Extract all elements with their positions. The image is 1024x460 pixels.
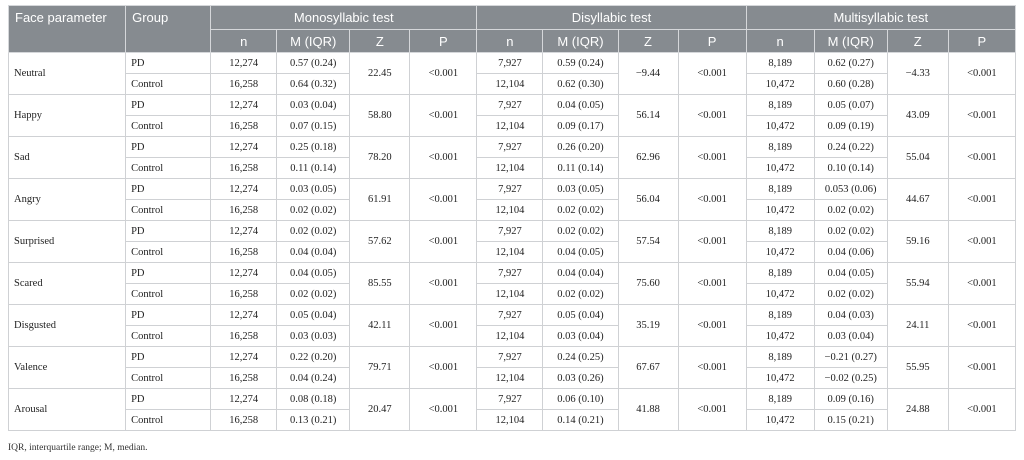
p-cell: <0.001 (410, 137, 477, 179)
n-cell: 12,274 (211, 305, 277, 326)
p-cell: <0.001 (410, 179, 477, 221)
median-iqr-cell: 0.02 (0.02) (543, 284, 618, 305)
median-iqr-cell: 0.08 (0.18) (277, 389, 350, 410)
z-cell: 67.67 (618, 347, 678, 389)
group-cell-control: Control (126, 242, 211, 263)
z-cell: 55.04 (887, 137, 948, 179)
group-cell-pd: PD (126, 347, 211, 368)
p-cell: <0.001 (948, 95, 1015, 137)
subheader-m-iqr: M (IQR) (543, 30, 618, 53)
median-iqr-cell: 0.03 (0.04) (814, 326, 887, 347)
group-cell-control: Control (126, 74, 211, 95)
n-cell: 16,258 (211, 410, 277, 431)
table-row (9, 179, 1016, 200)
subheader-z: Z (350, 30, 410, 53)
median-iqr-cell: 0.04 (0.06) (814, 242, 887, 263)
n-cell: 12,104 (477, 158, 543, 179)
n-cell: 16,258 (211, 368, 277, 389)
median-iqr-cell: 0.03 (0.05) (543, 179, 618, 200)
z-cell: 58.80 (350, 95, 410, 137)
table-row (9, 200, 1016, 221)
table-row (9, 284, 1016, 305)
p-cell: <0.001 (948, 305, 1015, 347)
face-parameter-cell: Neutral (9, 53, 126, 95)
n-cell: 10,472 (746, 410, 814, 431)
group-cell-pd: PD (126, 137, 211, 158)
table-row (9, 389, 1016, 410)
p-cell: <0.001 (410, 305, 477, 347)
n-cell: 16,258 (211, 74, 277, 95)
median-iqr-cell: 0.02 (0.02) (543, 221, 618, 242)
p-cell: <0.001 (948, 221, 1015, 263)
n-cell: 12,274 (211, 137, 277, 158)
p-cell: <0.001 (678, 389, 746, 431)
table-row (9, 221, 1016, 242)
z-cell: −9.44 (618, 53, 678, 95)
median-iqr-cell: 0.59 (0.24) (543, 53, 618, 74)
n-cell: 8,189 (746, 179, 814, 200)
n-cell: 16,258 (211, 200, 277, 221)
n-cell: 7,927 (477, 221, 543, 242)
n-cell: 12,104 (477, 326, 543, 347)
median-iqr-cell: 0.25 (0.18) (277, 137, 350, 158)
z-cell: 41.88 (618, 389, 678, 431)
subheader-n: n (746, 30, 814, 53)
n-cell: 16,258 (211, 284, 277, 305)
n-cell: 7,927 (477, 347, 543, 368)
z-cell: 24.88 (887, 389, 948, 431)
median-iqr-cell: 0.02 (0.02) (814, 284, 887, 305)
median-iqr-cell: 0.02 (0.02) (277, 200, 350, 221)
header-disyllabic-test: Disyllabic test (477, 6, 746, 30)
median-iqr-cell: 0.04 (0.24) (277, 368, 350, 389)
n-cell: 16,258 (211, 158, 277, 179)
header-monosyllabic-test: Monosyllabic test (211, 6, 477, 30)
n-cell: 12,104 (477, 368, 543, 389)
face-parameter-cell: Arousal (9, 389, 126, 431)
group-cell-pd: PD (126, 95, 211, 116)
n-cell: 7,927 (477, 305, 543, 326)
subheader-z: Z (887, 30, 948, 53)
median-iqr-cell: 0.02 (0.02) (814, 221, 887, 242)
group-cell-pd: PD (126, 53, 211, 74)
n-cell: 12,104 (477, 74, 543, 95)
n-cell: 12,104 (477, 410, 543, 431)
median-iqr-cell: 0.04 (0.05) (543, 95, 618, 116)
median-iqr-cell: 0.07 (0.15) (277, 116, 350, 137)
z-cell: 43.09 (887, 95, 948, 137)
group-cell-pd: PD (126, 179, 211, 200)
results-table (8, 5, 1016, 431)
face-parameter-cell: Happy (9, 95, 126, 137)
z-cell: 20.47 (350, 389, 410, 431)
z-cell: 56.14 (618, 95, 678, 137)
n-cell: 8,189 (746, 221, 814, 242)
median-iqr-cell: 0.03 (0.05) (277, 179, 350, 200)
median-iqr-cell: 0.05 (0.04) (277, 305, 350, 326)
z-cell: 42.11 (350, 305, 410, 347)
p-cell: <0.001 (678, 179, 746, 221)
median-iqr-cell: 0.13 (0.21) (277, 410, 350, 431)
p-cell: <0.001 (948, 263, 1015, 305)
table-row (9, 263, 1016, 284)
p-cell: <0.001 (678, 221, 746, 263)
p-cell: <0.001 (410, 95, 477, 137)
n-cell: 12,274 (211, 263, 277, 284)
p-cell: <0.001 (948, 137, 1015, 179)
z-cell: 79.71 (350, 347, 410, 389)
n-cell: 10,472 (746, 200, 814, 221)
p-cell: <0.001 (410, 53, 477, 95)
median-iqr-cell: 0.24 (0.25) (543, 347, 618, 368)
n-cell: 8,189 (746, 53, 814, 74)
median-iqr-cell: 0.05 (0.07) (814, 95, 887, 116)
median-iqr-cell: 0.03 (0.26) (543, 368, 618, 389)
p-cell: <0.001 (678, 263, 746, 305)
n-cell: 8,189 (746, 305, 814, 326)
median-iqr-cell: 0.04 (0.04) (543, 263, 618, 284)
median-iqr-cell: 0.14 (0.21) (543, 410, 618, 431)
n-cell: 12,274 (211, 389, 277, 410)
subheader-n: n (477, 30, 543, 53)
subheader-m-iqr: M (IQR) (814, 30, 887, 53)
table-body (9, 53, 1016, 431)
n-cell: 10,472 (746, 74, 814, 95)
group-cell-pd: PD (126, 221, 211, 242)
median-iqr-cell: 0.04 (0.03) (814, 305, 887, 326)
face-parameter-cell: Valence (9, 347, 126, 389)
median-iqr-cell: 0.02 (0.02) (543, 200, 618, 221)
table-row (9, 347, 1016, 368)
z-cell: 55.94 (887, 263, 948, 305)
p-cell: <0.001 (948, 389, 1015, 431)
table-row (9, 95, 1016, 116)
z-cell: 56.04 (618, 179, 678, 221)
header-multisyllabic-test: Multisyllabic test (746, 6, 1015, 30)
group-cell-pd: PD (126, 263, 211, 284)
table-row (9, 242, 1016, 263)
median-iqr-cell: 0.15 (0.21) (814, 410, 887, 431)
median-iqr-cell: 0.09 (0.17) (543, 116, 618, 137)
n-cell: 12,104 (477, 116, 543, 137)
subheader-z: Z (618, 30, 678, 53)
z-cell: 22.45 (350, 53, 410, 95)
n-cell: 12,274 (211, 95, 277, 116)
p-cell: <0.001 (410, 347, 477, 389)
group-cell-control: Control (126, 158, 211, 179)
median-iqr-cell: 0.03 (0.04) (543, 326, 618, 347)
n-cell: 10,472 (746, 326, 814, 347)
table-row (9, 74, 1016, 95)
table-row (9, 368, 1016, 389)
face-parameter-cell: Disgusted (9, 305, 126, 347)
face-parameter-cell: Sad (9, 137, 126, 179)
p-cell: <0.001 (678, 305, 746, 347)
z-cell: 55.95 (887, 347, 948, 389)
median-iqr-cell: 0.02 (0.02) (277, 284, 350, 305)
group-cell-pd: PD (126, 305, 211, 326)
median-iqr-cell: 0.26 (0.20) (543, 137, 618, 158)
n-cell: 16,258 (211, 116, 277, 137)
z-cell: 35.19 (618, 305, 678, 347)
n-cell: 7,927 (477, 95, 543, 116)
median-iqr-cell: 0.10 (0.14) (814, 158, 887, 179)
n-cell: 10,472 (746, 368, 814, 389)
p-cell: <0.001 (678, 347, 746, 389)
n-cell: 10,472 (746, 284, 814, 305)
n-cell: 12,104 (477, 242, 543, 263)
p-cell: <0.001 (948, 347, 1015, 389)
n-cell: 7,927 (477, 53, 543, 74)
group-cell-control: Control (126, 284, 211, 305)
subheader-p: P (678, 30, 746, 53)
group-cell-control: Control (126, 410, 211, 431)
z-cell: 61.91 (350, 179, 410, 221)
median-iqr-cell: 0.62 (0.30) (543, 74, 618, 95)
n-cell: 16,258 (211, 326, 277, 347)
z-cell: 85.55 (350, 263, 410, 305)
z-cell: 62.96 (618, 137, 678, 179)
median-iqr-cell: 0.04 (0.05) (814, 263, 887, 284)
group-cell-pd: PD (126, 389, 211, 410)
median-iqr-cell: 0.04 (0.05) (543, 242, 618, 263)
z-cell: −4.33 (887, 53, 948, 95)
median-iqr-cell: 0.11 (0.14) (277, 158, 350, 179)
n-cell: 8,189 (746, 389, 814, 410)
median-iqr-cell: 0.09 (0.16) (814, 389, 887, 410)
p-cell: <0.001 (410, 389, 477, 431)
median-iqr-cell: 0.11 (0.14) (543, 158, 618, 179)
face-parameter-cell: Surprised (9, 221, 126, 263)
median-iqr-cell: 0.03 (0.03) (277, 326, 350, 347)
median-iqr-cell: 0.57 (0.24) (277, 53, 350, 74)
n-cell: 8,189 (746, 347, 814, 368)
n-cell: 12,104 (477, 284, 543, 305)
p-cell: <0.001 (948, 179, 1015, 221)
median-iqr-cell: 0.62 (0.27) (814, 53, 887, 74)
p-cell: <0.001 (948, 53, 1015, 95)
p-cell: <0.001 (678, 95, 746, 137)
n-cell: 10,472 (746, 116, 814, 137)
n-cell: 12,274 (211, 221, 277, 242)
n-cell: 8,189 (746, 137, 814, 158)
table-row (9, 137, 1016, 158)
median-iqr-cell: 0.02 (0.02) (814, 200, 887, 221)
n-cell: 8,189 (746, 95, 814, 116)
n-cell: 12,104 (477, 200, 543, 221)
median-iqr-cell: 0.04 (0.04) (277, 242, 350, 263)
n-cell: 12,274 (211, 179, 277, 200)
median-iqr-cell: 0.05 (0.04) (543, 305, 618, 326)
median-iqr-cell: 0.09 (0.19) (814, 116, 887, 137)
n-cell: 7,927 (477, 137, 543, 158)
z-cell: 75.60 (618, 263, 678, 305)
n-cell: 7,927 (477, 179, 543, 200)
p-cell: <0.001 (678, 137, 746, 179)
n-cell: 10,472 (746, 242, 814, 263)
table-row (9, 53, 1016, 74)
group-cell-control: Control (126, 116, 211, 137)
z-cell: 59.16 (887, 221, 948, 263)
z-cell: 44.67 (887, 179, 948, 221)
n-cell: 7,927 (477, 263, 543, 284)
median-iqr-cell: 0.03 (0.04) (277, 95, 350, 116)
median-iqr-cell: −0.02 (0.25) (814, 368, 887, 389)
table-row (9, 116, 1016, 137)
table-row (9, 410, 1016, 431)
subheader-m-iqr: M (IQR) (277, 30, 350, 53)
p-cell: <0.001 (410, 221, 477, 263)
z-cell: 57.54 (618, 221, 678, 263)
table-row (9, 158, 1016, 179)
n-cell: 12,274 (211, 347, 277, 368)
z-cell: 57.62 (350, 221, 410, 263)
n-cell: 16,258 (211, 242, 277, 263)
header-face-parameter: Face parameter (9, 6, 126, 53)
table-row (9, 326, 1016, 347)
p-cell: <0.001 (410, 263, 477, 305)
z-cell: 24.11 (887, 305, 948, 347)
table-footnote: IQR, interquartile range; M, median. (8, 443, 148, 453)
median-iqr-cell: 0.22 (0.20) (277, 347, 350, 368)
subheader-p: P (948, 30, 1015, 53)
p-cell: <0.001 (678, 53, 746, 95)
median-iqr-cell: 0.04 (0.05) (277, 263, 350, 284)
z-cell: 78.20 (350, 137, 410, 179)
subheader-p: P (410, 30, 477, 53)
face-parameter-cell: Angry (9, 179, 126, 221)
median-iqr-cell: 0.02 (0.02) (277, 221, 350, 242)
group-cell-control: Control (126, 326, 211, 347)
median-iqr-cell: 0.60 (0.28) (814, 74, 887, 95)
median-iqr-cell: 0.24 (0.22) (814, 137, 887, 158)
n-cell: 12,274 (211, 53, 277, 74)
header-group: Group (126, 6, 211, 53)
median-iqr-cell: 0.053 (0.06) (814, 179, 887, 200)
subheader-n: n (211, 30, 277, 53)
median-iqr-cell: −0.21 (0.27) (814, 347, 887, 368)
n-cell: 10,472 (746, 158, 814, 179)
group-cell-control: Control (126, 368, 211, 389)
median-iqr-cell: 0.64 (0.32) (277, 74, 350, 95)
median-iqr-cell: 0.06 (0.10) (543, 389, 618, 410)
face-parameter-cell: Scared (9, 263, 126, 305)
n-cell: 7,927 (477, 389, 543, 410)
n-cell: 8,189 (746, 263, 814, 284)
table-row (9, 305, 1016, 326)
group-cell-control: Control (126, 200, 211, 221)
